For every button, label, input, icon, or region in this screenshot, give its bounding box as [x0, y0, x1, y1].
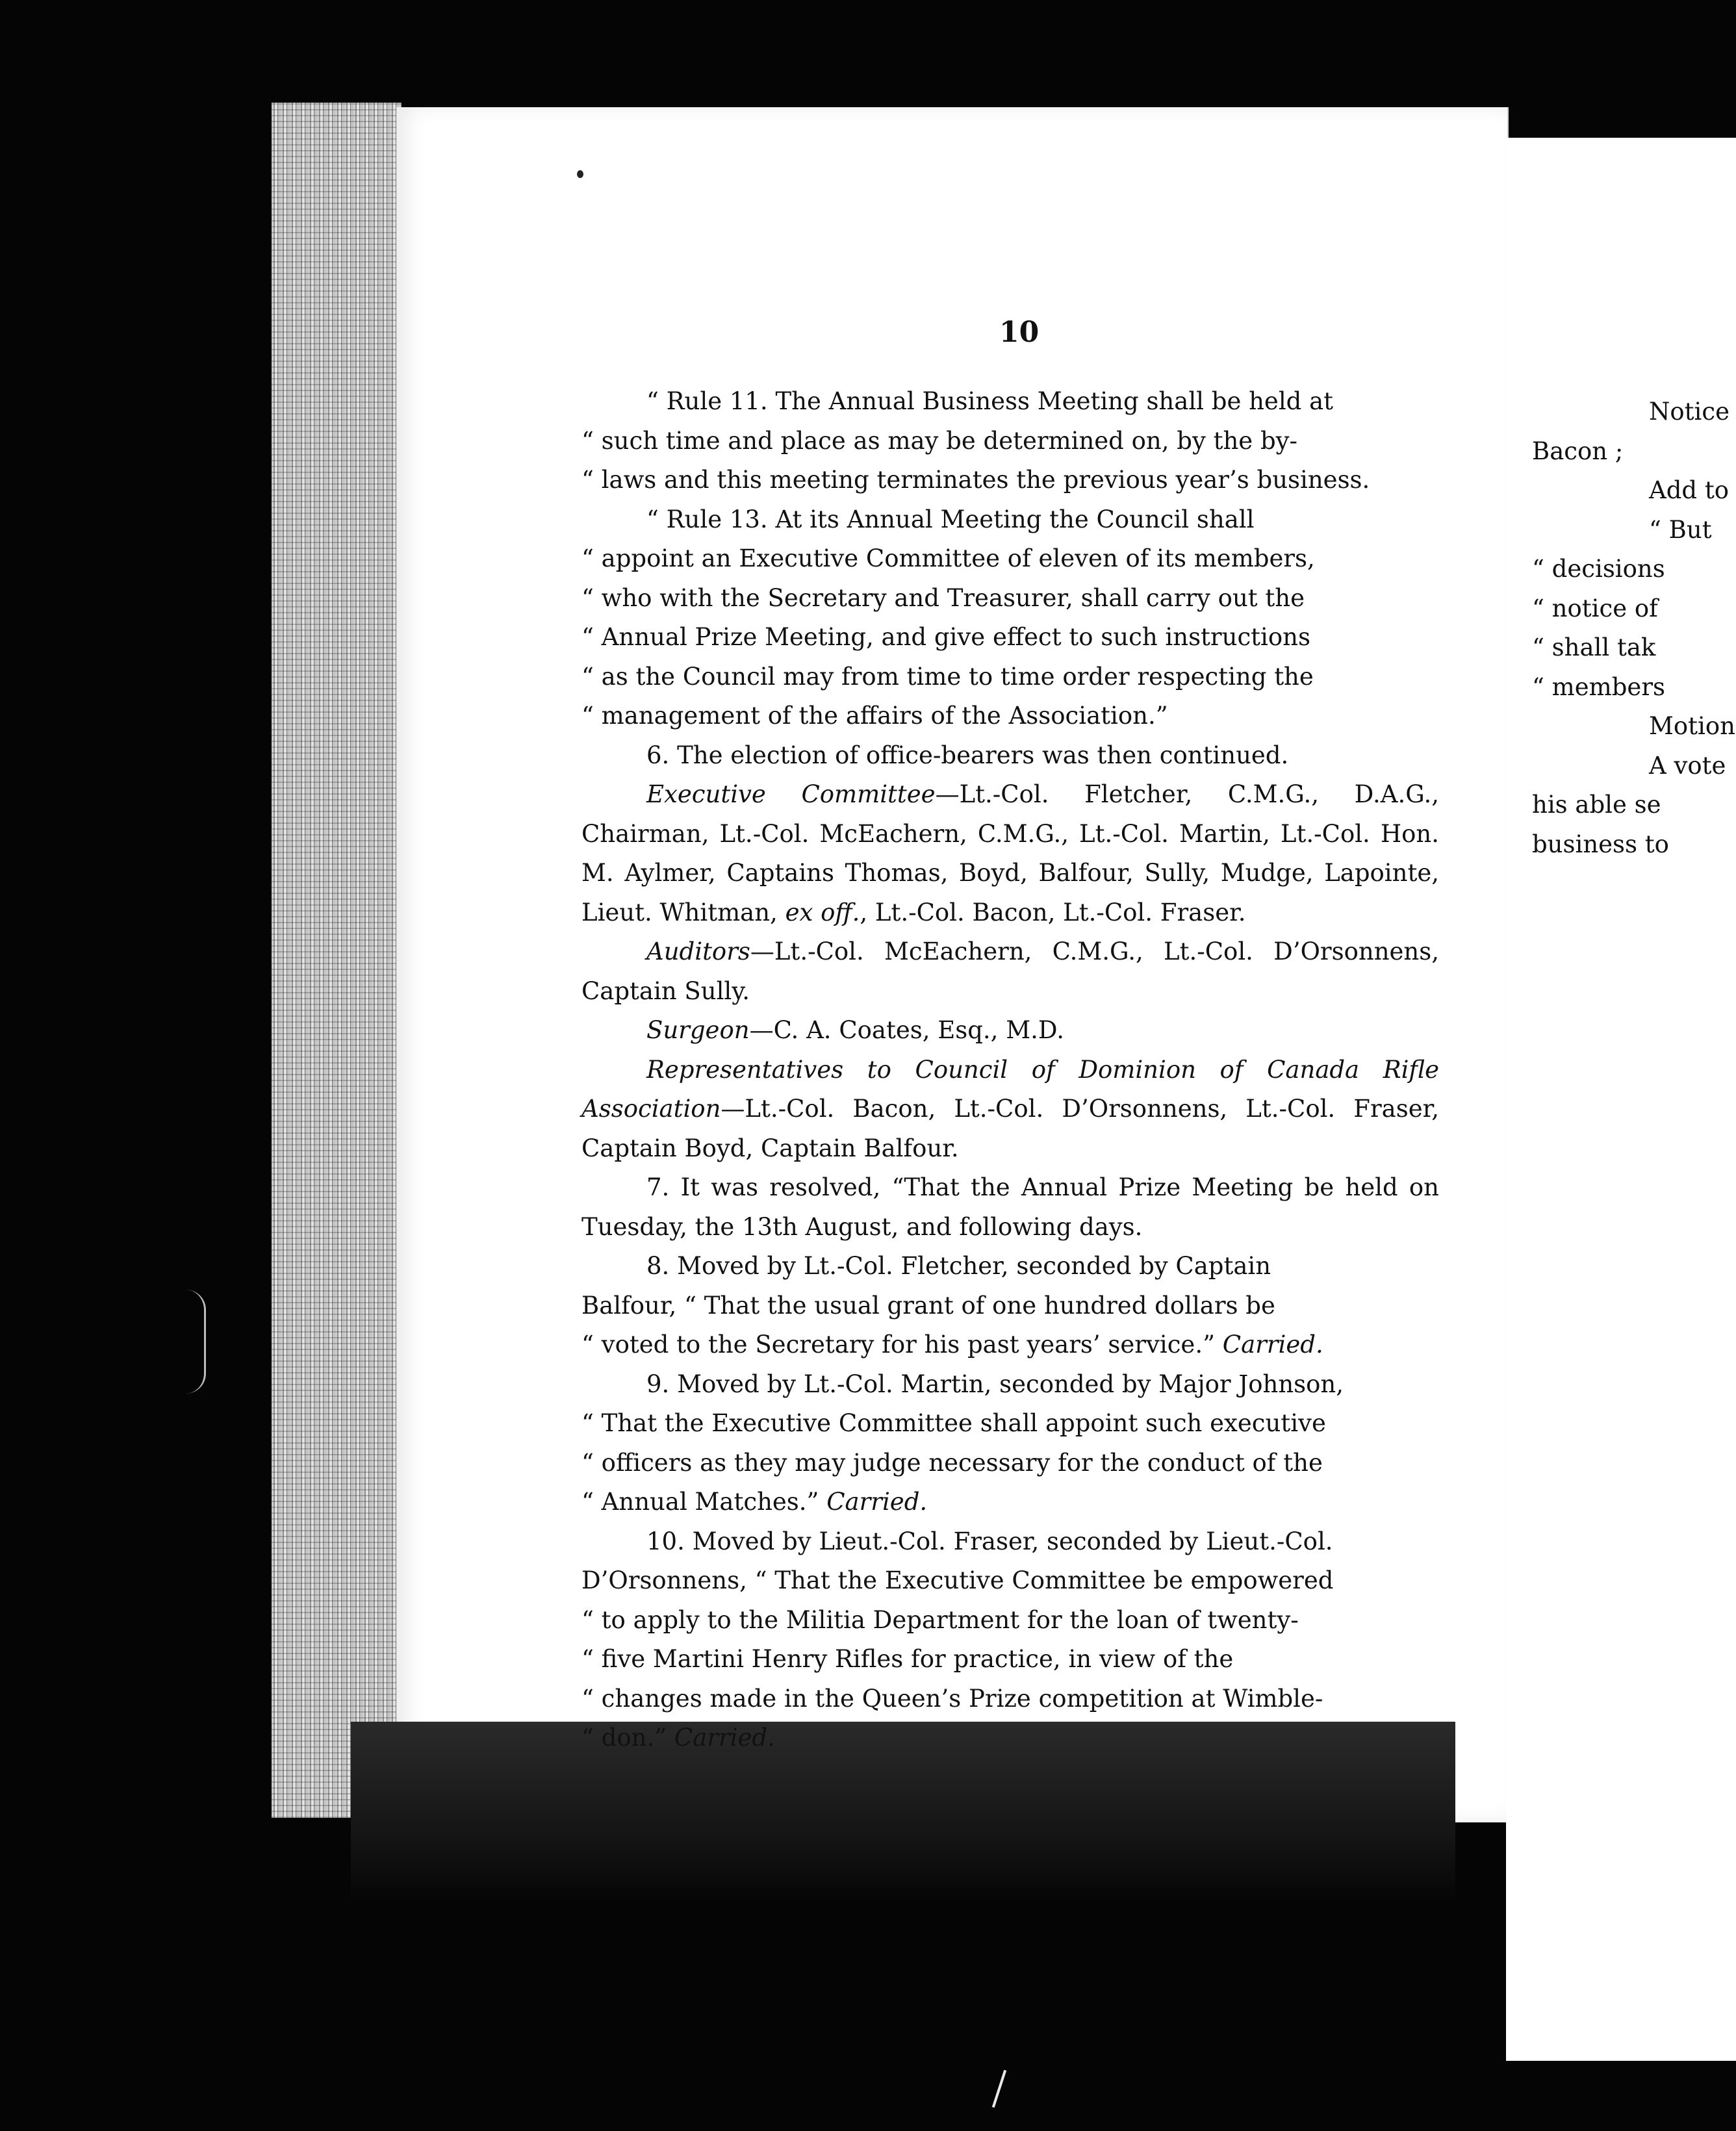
- facing-line: A vote: [1649, 751, 1726, 780]
- facing-line: “ decisions: [1532, 555, 1665, 583]
- election-paragraph: 6. The election of office-bearers was then continued.: [646, 741, 1289, 769]
- facing-line: “ members: [1532, 672, 1665, 701]
- facing-line: Add to: [1649, 476, 1729, 504]
- motion-9-paragraph: 9. Moved by Lt.-Col. Martin, seconded by Major Johnson, “ That the Executive Committee shall appoint such executive “ officers as they may judge necessary for the conduct of the “ Annual Matches.” Carried.: [581, 1370, 1344, 1516]
- facing-line: Motion: [1649, 712, 1735, 740]
- page-edges: [272, 103, 402, 1818]
- facing-line: business to: [1532, 830, 1669, 858]
- facing-line: “ shall tak: [1532, 633, 1656, 661]
- carried-label: Carried.: [674, 1724, 775, 1752]
- representatives-label: Representatives to Council of Dominion of Canada Rifle Association: [581, 1055, 1439, 1123]
- page-curl: [186, 1290, 206, 1394]
- resolution-7-paragraph: 7. It was resolved, “That the Annual Prize Meeting be held on Tuesday, the 13th August, and following days.: [581, 1173, 1439, 1241]
- representatives-paragraph: Representatives to Council of Dominion of Canada Rifle Association—Lt.-Col. Bacon, Lt.-Col. D’Orsonnens, Lt.-Col. Fraser, Captain Boyd, Captain Balfour.: [581, 1055, 1439, 1162]
- ink-mark: [577, 170, 583, 178]
- executive-committee-label: Executive Committee: [646, 780, 936, 808]
- page-body: [581, 382, 1439, 1758]
- carried-label: Carried.: [1222, 1331, 1323, 1359]
- motion-8-paragraph: 8. Moved by Lt.-Col. Fletcher, seconded by Captain Balfour, “ That the usual grant of one hundred dollars be “ voted to the Secretary for his past years’ service.” Carried.: [581, 1252, 1323, 1359]
- facing-line: “ notice of: [1532, 594, 1658, 622]
- facing-line: Bacon ;: [1532, 437, 1624, 465]
- page-number: 10: [999, 316, 1040, 349]
- pencil-mark: [992, 2070, 1006, 2108]
- auditors-label: Auditors: [646, 938, 750, 965]
- surgeon-label: Surgeon: [646, 1016, 750, 1044]
- facing-page-text: [1532, 392, 1735, 864]
- auditors-paragraph: Auditors—Lt.-Col. McEachern, C.M.G., Lt.-Col. D’Orsonnens, Captain Sully.: [581, 938, 1439, 1005]
- facing-line: his able se: [1532, 791, 1661, 819]
- facing-line: “ But: [1649, 515, 1712, 544]
- motion-10-paragraph: 10. Moved by Lieut.-Col. Fraser, seconded by Lieut.-Col. D’Orsonnens, “ That the Executive Committee be empowered “ to apply to the Militia Department for the loan of twenty- “ five Martini Henry Rifles for practice, in view of the “ changes made in the Queen’s Prize competition at Wimble- “ don.” Carried.: [581, 1527, 1334, 1752]
- facing-line: Notice: [1649, 398, 1730, 426]
- carried-label: Carried.: [826, 1488, 928, 1516]
- rule-13-paragraph: “ Rule 13. At its Annual Meeting the Council shall “ appoint an Executive Committee of eleven of its members, “ who with the Secretary and Treasurer, shall carry out the “ Annual Prize Meeting, and give effect to such instructions “ as the Council may from time to time order respecting the “ management of the affairs of the Association.”: [581, 505, 1315, 730]
- surgeon-paragraph: Surgeon—C. A. Coates, Esq., M.D.: [646, 1016, 1064, 1044]
- executive-committee-paragraph: Executive Committee—Lt.-Col. Fletcher, C.M.G., D.A.G., Chairman, Lt.-Col. McEachern, C.M.G., Lt.-Col. Martin, Lt.-Col. Hon. M. Aylmer, Captains Thomas, Boyd, Balfour, Sully, Mudge, Lapointe, Lieut. Whitman, ex off., Lt.-Col. Bacon, Lt.-Col. Fraser.: [581, 780, 1439, 926]
- rule-11-paragraph: “ Rule 11. The Annual Business Meeting shall be held at “ such time and place as may be determined on, by the by- “ laws and this meeting terminates the previous year’s business.: [581, 387, 1370, 494]
